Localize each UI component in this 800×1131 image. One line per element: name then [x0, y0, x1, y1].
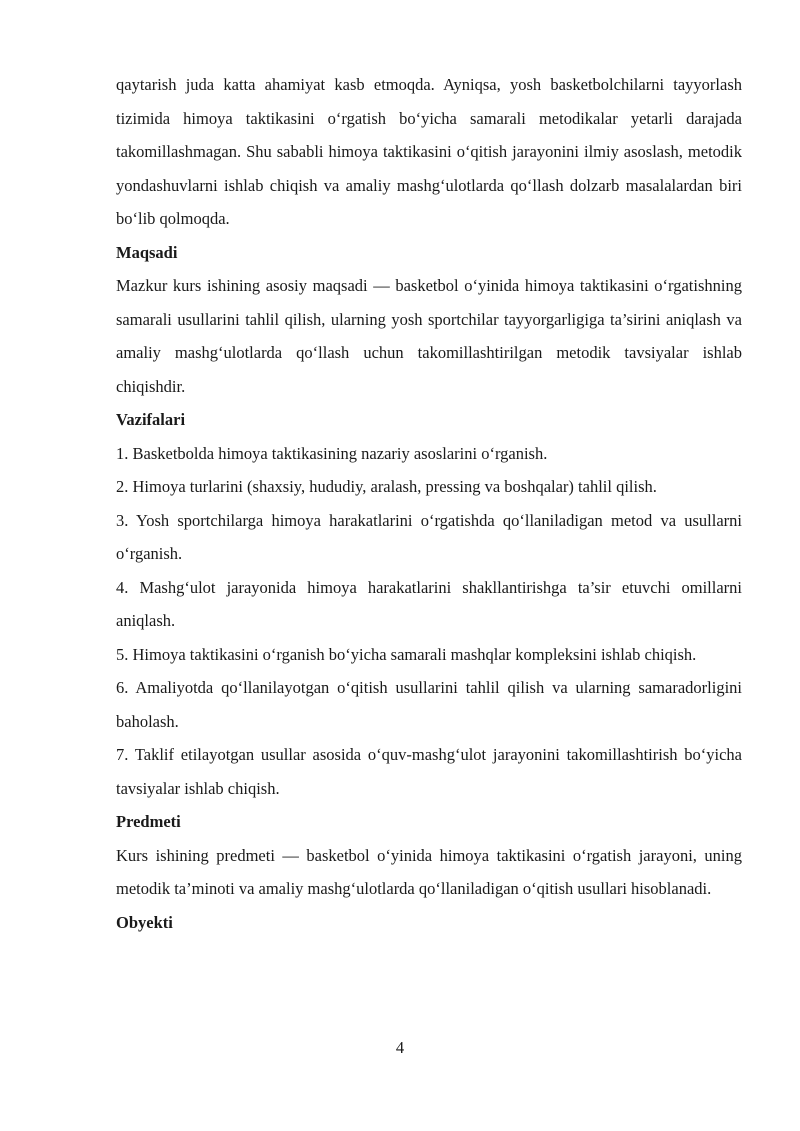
maqsadi-heading: Maqsadi — [116, 242, 178, 262]
list-item: 1. Basketbolda himoya taktikasining nazariy asoslarini o‘rganish. — [116, 443, 548, 463]
vazifalari-heading: Vazifalari — [116, 410, 186, 429]
list-item: 2. Himoya turlarini (shaxsiy, hududiy, aralash, pressing va boshqalar) tahlil qilish. — [116, 477, 657, 496]
list-item: 6. Amaliyotda qo‘llanilayotgan o‘qitish usullarini tahlil qilish va ularning samaradorligini baholash. — [116, 678, 742, 731]
intro-paragraph: qaytarish juda katta ahamiyat kasb etmoqda. Ayniqsa, yosh basketbolchilarni tayyorlash tizimida himoya taktikasini o‘rgatish bo‘yicha samarali metodikalar yetarli darajada takomillashmagan. Shu sababli himoya taktikasini o‘qitish jarayonini ilmiy asoslash, metodik yondashuvlarni ishlab chiqish va amaliy mashg‘ulotlarda qo‘llash dolzarb masalalardan biri bo‘lib qolmoqda. — [116, 75, 742, 228]
list-item: 7. Taklif etilayotgan usullar asosida o‘quv-mashg‘ulot jarayonini takomillashtirish bo‘yicha tavsiyalar ishlab chiqish. — [116, 745, 742, 798]
vazifalari-list — [116, 437, 742, 806]
list-item: 3. Yosh sportchilarga himoya harakatlarini o‘rgatishda qo‘llaniladigan metod va usullarni o‘rganish. — [116, 510, 742, 563]
obyekti-heading: Obyekti — [116, 912, 173, 932]
predmeti-text: Kurs ishining predmeti — basketbol o‘yinida himoya taktikasini o‘rgatish jarayoni, uning metodik ta’minoti va amaliy mashg‘ulotlarda qo‘llaniladigan o‘qitish usullari hisoblanadi. — [116, 845, 742, 898]
maqsadi-text: Mazkur kurs ishining asosiy maqsadi — basketbol o‘yinida himoya taktikasini o‘rgatishning samarali usullarini tahlil qilish, ularning yosh sportchilar tayyorgarligiga ta’sirini aniqlash va amaliy mashg‘ulotlarda qo‘llash uchun takomillashtirilgan metodik tavsiyalar ishlab chiqishdir. — [116, 276, 742, 396]
predmeti-heading: Predmeti — [116, 812, 181, 831]
list-item: 4. Mashg‘ulot jarayonida himoya harakatlarini shakllantirishga ta’sir etuvchi omillarni aniqlash. — [116, 577, 742, 630]
page-number: 4 — [395, 1038, 405, 1057]
list-item: 5. Himoya taktikasini o‘rganish bo‘yicha samarali mashqlar kompleksini ishlab chiqish. — [116, 644, 697, 664]
